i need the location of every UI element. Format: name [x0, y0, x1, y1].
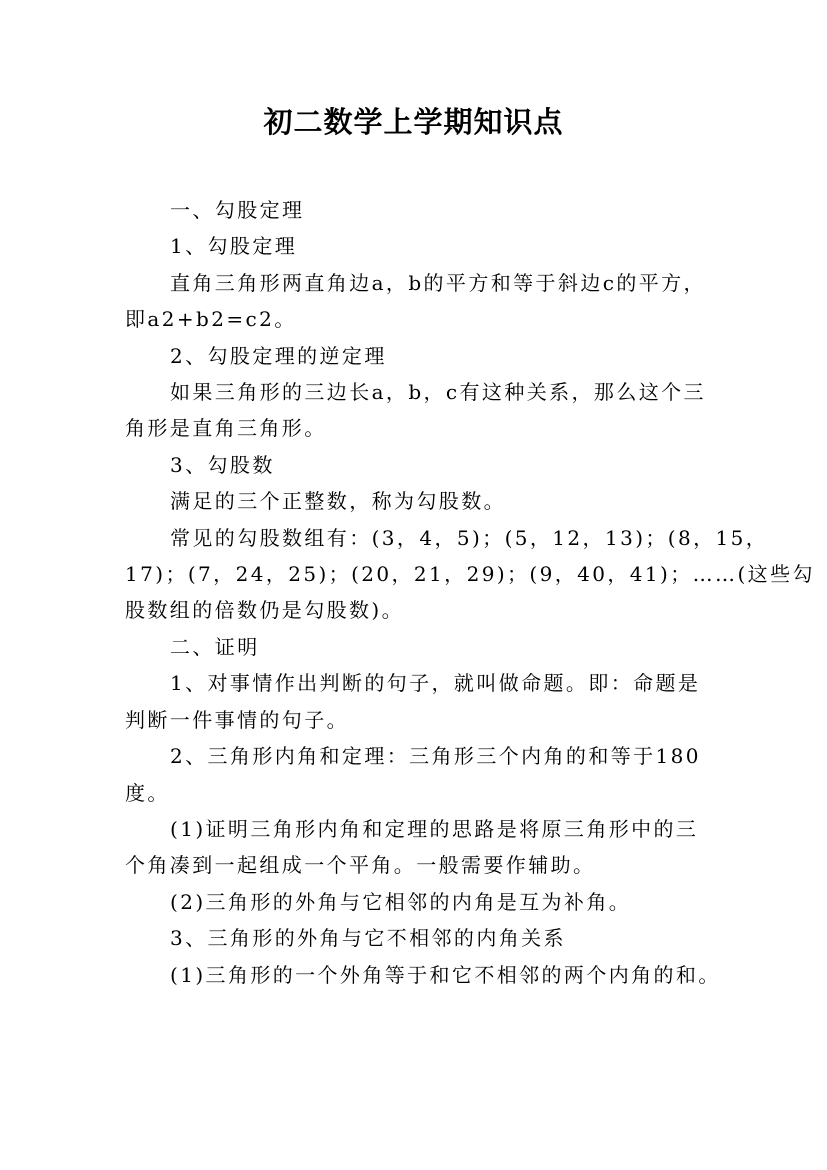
text-line: 3、三角形的外角与它不相邻的内角关系 [170, 926, 566, 951]
text-line: 个角凑到一起组成一个平角。一般需要作辅助。 [125, 853, 596, 878]
paragraph-angle-sum-theorem-cont [125, 775, 725, 811]
text-line: 一、勾股定理 [170, 198, 305, 222]
text-line: 判断一件事情的句子。 [125, 707, 349, 732]
text-line: (1)三角形的一个外角等于和它不相邻的两个内角的和。 [170, 962, 721, 987]
paragraph-proof-idea-cont [125, 847, 725, 883]
paragraph-proof-idea [125, 811, 725, 847]
text-line: 1、勾股定理 [170, 234, 298, 259]
text-line: 常见的勾股数组有：(3，4，5)；(5，12，13)；(8，15， [170, 525, 769, 550]
paragraph-exterior-supplementary [125, 884, 725, 920]
document-body [125, 192, 815, 993]
paragraph-theorem-statement [125, 265, 725, 301]
subsection-heading-pythagorean-triples [125, 447, 725, 483]
text-line: 即a2+b2=c2。 [125, 307, 297, 332]
paragraph-common-triples [125, 520, 769, 556]
subsection-heading-exterior-angle [125, 920, 725, 956]
text-line: 1、对事情作出判断的句子，就叫做命题。即：命题是 [170, 671, 701, 696]
paragraph-angle-sum-theorem [125, 738, 725, 774]
paragraph-proposition [125, 665, 725, 701]
text-line: 角形是直角三角形。 [125, 416, 327, 441]
text-line: (2)三角形的外角与它相邻的内角是互为补角。 [170, 889, 632, 914]
paragraph-triples-definition [125, 483, 725, 519]
text-line: 满足的三个正整数，称为勾股数。 [170, 489, 506, 514]
subsection-heading-pythagorean-theorem [125, 228, 725, 264]
text-line: (1)证明三角形内角和定理的思路是将原三角形中的三 [170, 816, 699, 841]
section-heading-proof [125, 629, 725, 665]
paragraph-proposition-cont [125, 702, 725, 738]
text-line: 3、勾股数 [170, 452, 275, 477]
paragraph-exterior-angle-sum [125, 957, 725, 993]
text-line: 2、勾股定理的逆定理 [170, 343, 387, 368]
subsection-heading-converse [125, 338, 725, 374]
text-line: 2、三角形内角和定理：三角形三个内角的和等于180 [170, 744, 701, 769]
text-line: 股数组的倍数仍是勾股数)。 [125, 598, 405, 623]
text-line: 直角三角形两直角边a，b的平方和等于斜边c的平方， [170, 270, 706, 295]
text-line: 17)；(7，24，25)；(20，21，29)；(9，40，41)；……(这些勾 [125, 562, 815, 587]
section-heading-pythagorean [125, 192, 725, 228]
paragraph-theorem-statement-cont [125, 301, 725, 337]
document-title: 初二数学上学期知识点 [263, 105, 564, 139]
text-line: 如果三角形的三边长a，b，c有这种关系，那么这个三 [170, 380, 706, 405]
text-line: 度。 [125, 780, 170, 805]
text-line: 二、证明 [170, 634, 260, 659]
paragraph-converse-statement-cont [125, 410, 725, 446]
paragraph-common-triples-cont [125, 556, 815, 629]
paragraph-converse-statement [125, 374, 725, 410]
